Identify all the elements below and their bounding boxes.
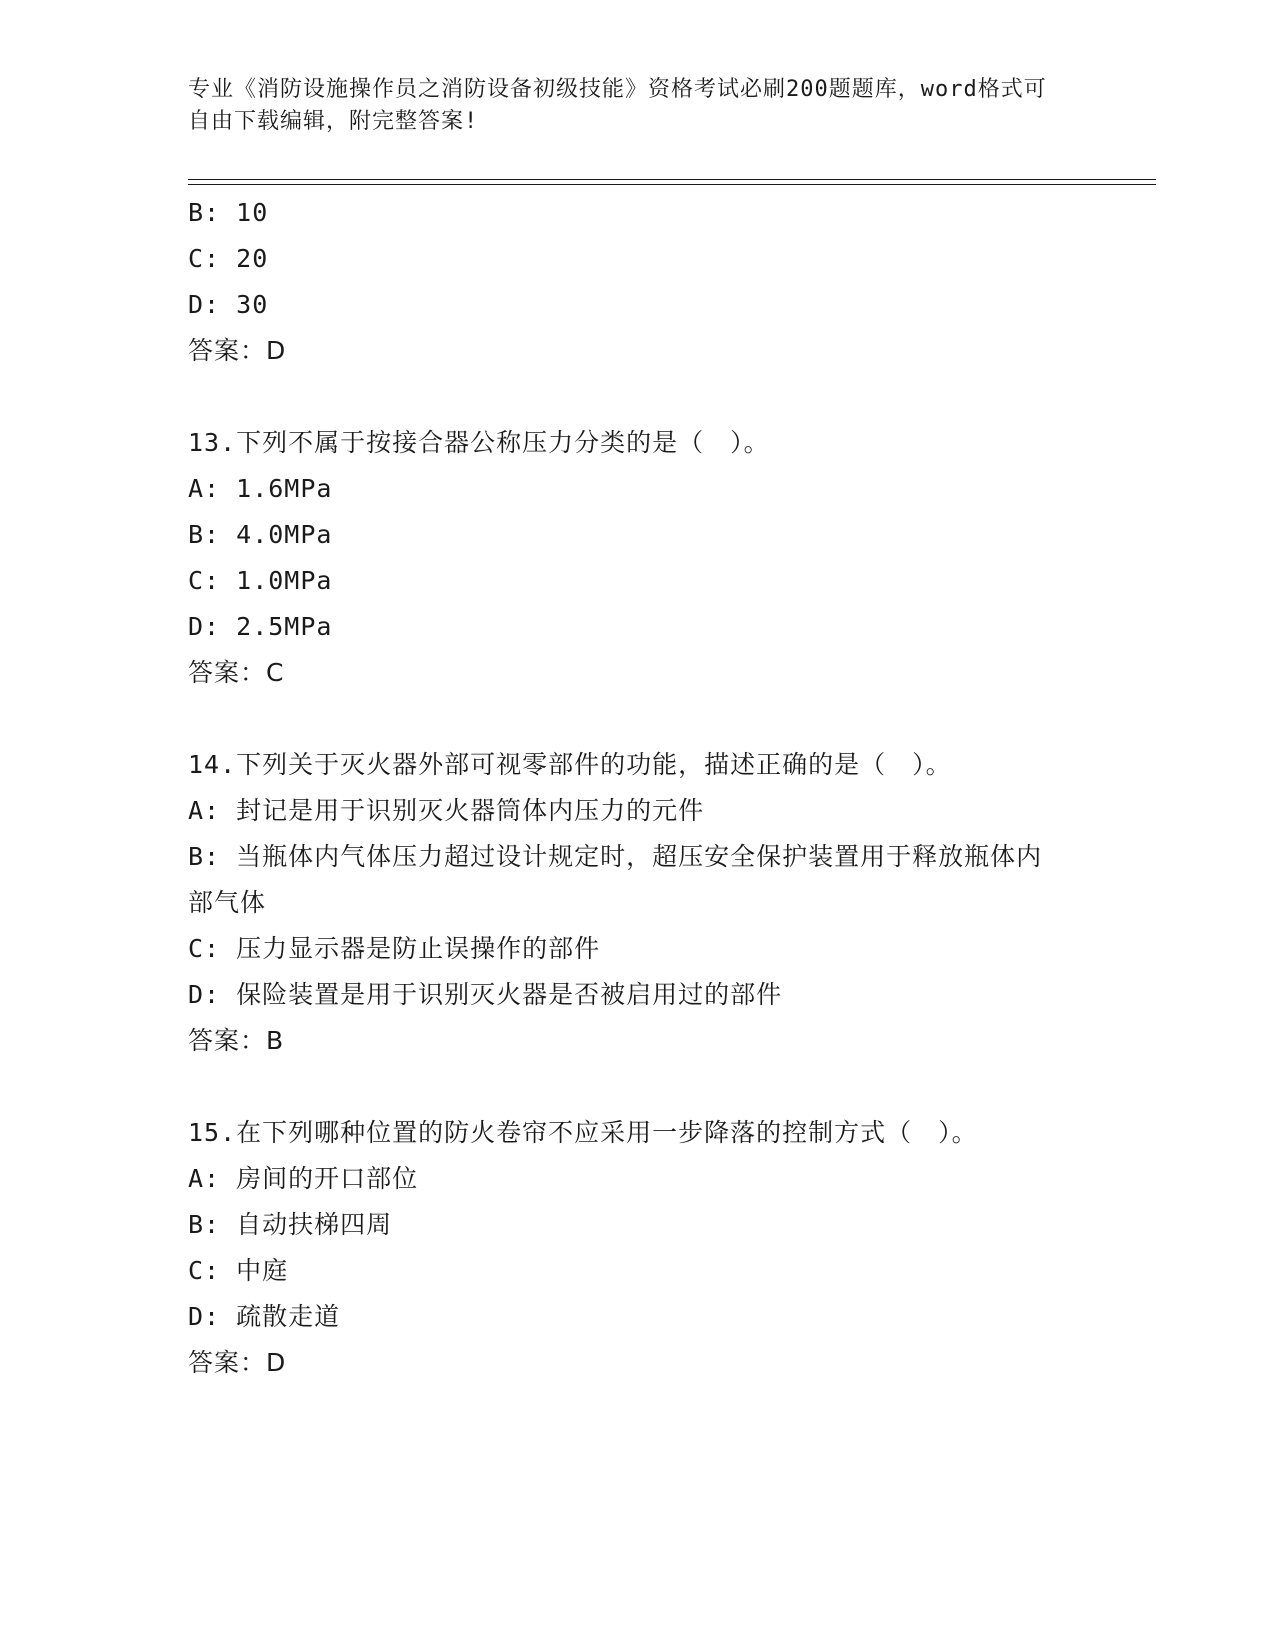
option-a: A: 房间的开口部位 — [188, 1164, 419, 1193]
answer-line: 答案：D — [188, 336, 287, 365]
option-d: D: 保险装置是用于识别灭火器是否被启用过的部件 — [188, 980, 783, 1009]
answer-line: 答案：C — [188, 658, 285, 687]
question-13 — [188, 420, 1088, 696]
question-stem: 13.下列不属于按接合器公称压力分类的是（ ）。 — [188, 428, 770, 457]
question-12-tail — [188, 190, 1088, 374]
header-rule-top — [188, 179, 1156, 180]
header-rule-bottom — [188, 184, 1156, 185]
spacer — [188, 1064, 1088, 1110]
option-d: D: 疏散走道 — [188, 1302, 341, 1331]
question-list — [188, 190, 1088, 1386]
question-14 — [188, 742, 1088, 1064]
spacer — [188, 696, 1088, 742]
spacer — [188, 374, 1088, 420]
question-stem: 15.在下列哪种位置的防火卷帘不应采用一步降落的控制方式（ ）。 — [188, 1118, 978, 1147]
option-b: B: 4.0MPa — [188, 520, 333, 549]
option-a: A: 封记是用于识别灭火器筒体内压力的元件 — [188, 796, 705, 825]
option-a: A: 1.6MPa — [188, 474, 333, 503]
option-c: C: 20 — [188, 244, 269, 273]
option-b: B: 当瓶体内气体压力超过设计规定时，超压安全保护装置用于释放瓶体内部气体 — [188, 842, 1043, 917]
answer-line: 答案：B — [188, 1026, 285, 1055]
option-c: C: 中庭 — [188, 1256, 289, 1285]
question-15 — [188, 1110, 1088, 1386]
option-b: B: 自动扶梯四周 — [188, 1210, 393, 1239]
answer-line: 答案：D — [188, 1348, 287, 1377]
option-c: C: 1.0MPa — [188, 566, 333, 595]
option-d: D: 2.5MPa — [188, 612, 333, 641]
document-header: 专业《消防设施操作员之消防设备初级技能》资格考试必刷200题题库，word格式可自由下载编辑，附完整答案! — [188, 77, 1047, 134]
option-d: D: 30 — [188, 290, 269, 319]
option-b: B: 10 — [188, 198, 269, 227]
option-c: C: 压力显示器是防止误操作的部件 — [188, 934, 601, 963]
question-stem: 14.下列关于灭火器外部可视零部件的功能，描述正确的是（ ）。 — [188, 750, 952, 779]
